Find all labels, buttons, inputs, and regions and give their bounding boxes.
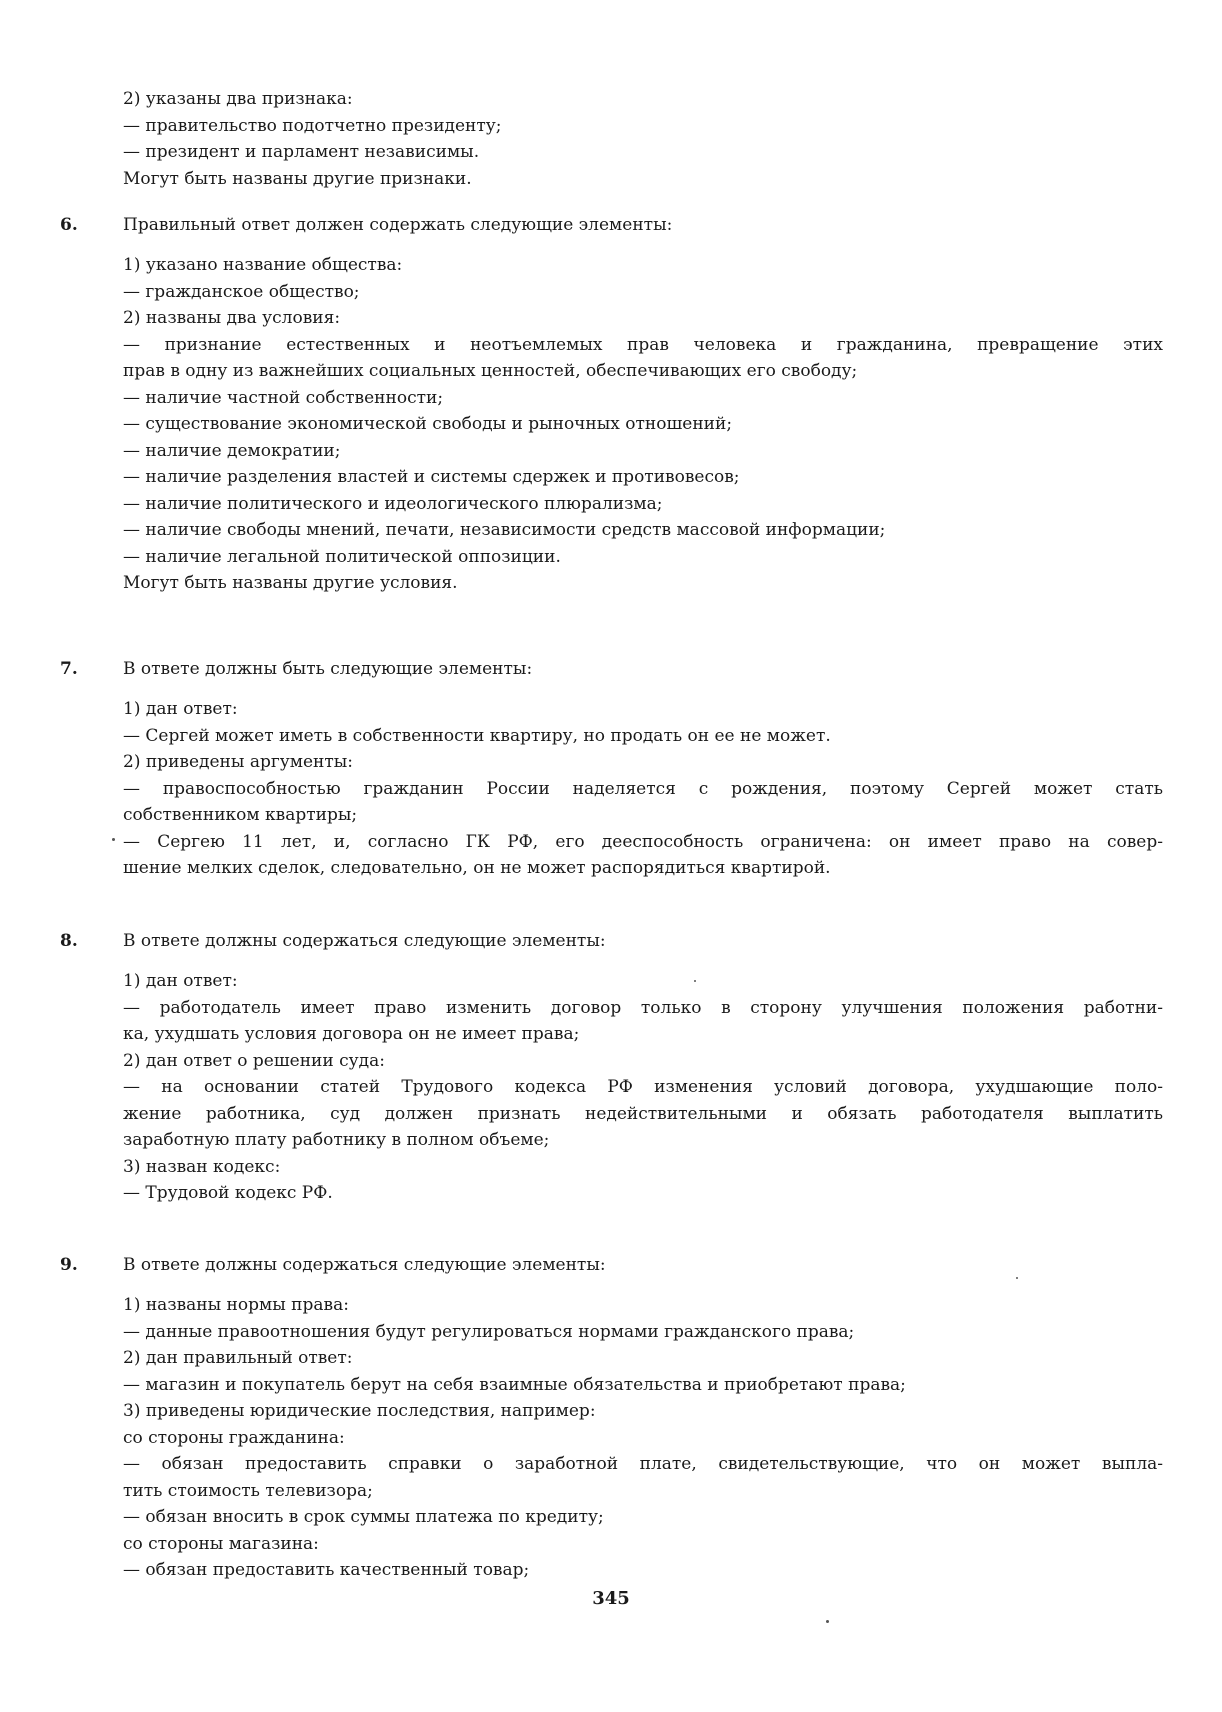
answer-line: со стороны гражданина:	[123, 1427, 345, 1448]
scan-speck	[1016, 1277, 1018, 1279]
answer-line: — обязан предоставить справки о заработной плате, свидетельствующие, что он может выпла-	[123, 1454, 1163, 1474]
answer-line: — обязан предоставить качественный товар;	[123, 1560, 530, 1580]
answer-line: Могут быть названы другие условия.	[123, 573, 458, 593]
answer-line: — магазин и покупатель берут на себя взаимные обязательства и приобретают права;	[123, 1374, 906, 1395]
section-heading: Правильный ответ должен содержать следующие элементы:	[123, 215, 673, 235]
section-heading: В ответе должны быть следующие элементы:	[123, 659, 533, 679]
scan-speck	[694, 980, 696, 982]
answer-line: — правоспособностью гражданин России наделяется с рождения, поэтому Сергей может стать	[123, 778, 1163, 799]
answer-line: 2) дан ответ о решении суда:	[123, 1050, 385, 1071]
section-number: 7.	[60, 659, 78, 679]
section-heading: В ответе должны содержаться следующие элементы:	[123, 1255, 606, 1275]
answer-line: 1) дан ответ:	[123, 699, 238, 719]
answer-line: 1) указано название общества:	[123, 255, 403, 275]
section-number: 9.	[60, 1255, 78, 1275]
answer-line: — наличие разделения властей и системы сдержек и противовесов;	[123, 467, 740, 487]
answer-line: 3) приведены юридические последствия, например:	[123, 1401, 596, 1421]
answer-line: — наличие свободы мнений, печати, независимости средств массовой информации;	[123, 520, 886, 540]
answer-line: — наличие демократии;	[123, 440, 341, 461]
answer-line: со стороны магазина:	[123, 1533, 319, 1554]
answer-line: шение мелких сделок, следовательно, он не может распорядиться квартирой.	[123, 858, 831, 878]
section-body	[123, 968, 1163, 1207]
answer-line: — наличие легальной политической оппозиции.	[123, 546, 561, 567]
answer-line: жение работника, суд должен признать недействительными и обязать работодателя выплатить	[123, 1103, 1163, 1124]
answer-line: — Трудовой кодекс РФ.	[123, 1183, 333, 1203]
answer-line: 3) назван кодекс:	[123, 1156, 281, 1177]
answer-line: — работодатель имеет право изменить договор только в сторону улучшения положения работни-	[123, 997, 1163, 1018]
answer-line: 2) дан правильный ответ:	[123, 1348, 353, 1368]
section-number: 6.	[60, 215, 78, 235]
section-body	[123, 252, 1163, 597]
section-body	[123, 1292, 1163, 1584]
answer-line: — Сергею 11 лет, и, согласно ГК РФ, его дееспособность ограничена: он имеет право на совер-	[123, 831, 1163, 852]
intro-line: — президент и парламент независимы.	[123, 142, 480, 162]
section-heading: В ответе должны содержаться следующие элементы:	[123, 931, 606, 951]
scan-speck	[826, 1620, 829, 1623]
answer-line: — на основании статей Трудового кодекса РФ изменения условий договора, ухудшающие поло-	[123, 1077, 1163, 1097]
answer-line: 1) названы нормы права:	[123, 1295, 349, 1315]
answer-line: — обязан вносить в срок суммы платежа по кредиту;	[123, 1507, 604, 1527]
answer-line: заработную плату работнику в полном объеме;	[123, 1130, 550, 1150]
answer-line: 2) названы два условия:	[123, 308, 341, 328]
intro-line: — правительство подотчетно президенту;	[123, 115, 502, 136]
answer-line: — данные правоотношения будут регулироваться нормами гражданского права;	[123, 1321, 855, 1342]
intro-line: Могут быть названы другие признаки.	[123, 168, 472, 189]
answer-line: — Сергей может иметь в собственности квартиру, но продать он ее не может.	[123, 725, 831, 746]
answer-line: — наличие частной собственности;	[123, 387, 444, 408]
answer-line: 1) дан ответ:	[123, 971, 238, 991]
page-number: 345	[592, 1588, 630, 1609]
answer-line: 2) приведены аргументы:	[123, 752, 354, 772]
answer-line: ка, ухудшать условия договора он не имеет права;	[123, 1024, 580, 1044]
answer-line: — гражданское общество;	[123, 281, 360, 302]
section-body	[123, 696, 1163, 882]
answer-line: — признание естественных и неотъемлемых прав человека и гражданина, превращение этих	[123, 334, 1163, 355]
intro-block	[123, 86, 1163, 192]
answer-line: собственником квартиры;	[123, 805, 358, 825]
section-number: 8.	[60, 931, 78, 951]
answer-line: прав в одну из важнейших социальных ценностей, обеспечивающих его свободу;	[123, 361, 858, 381]
answer-line: — существование экономической свободы и рыночных отношений;	[123, 414, 733, 434]
intro-line: 2) указаны два признака:	[123, 89, 353, 109]
answer-line: тить стоимость телевизора;	[123, 1480, 373, 1501]
scan-speck	[112, 838, 115, 841]
answer-line: — наличие политического и идеологического плюрализма;	[123, 493, 663, 514]
